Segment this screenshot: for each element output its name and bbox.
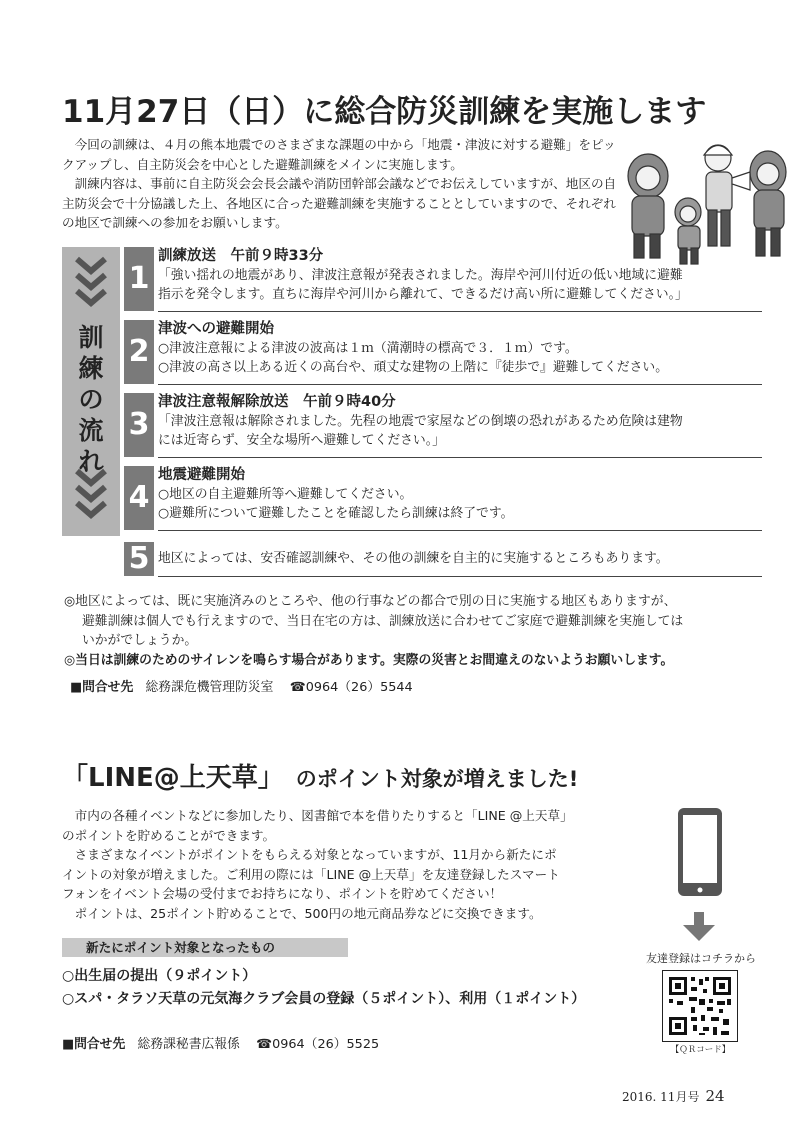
step-heading: 津波注意報解除放送 午前９時40分 [158,394,396,410]
flow-step [124,466,762,530]
intro-paragraph: 今回の訓練は、４月の熊本地震でのさまざまな課題の中から「地震・津波に対する避難」をピックアップし、自主防災会を中心とした避難訓練をメインに実施します。 [62,137,616,172]
note-line: ◎地区によっては、既に実施済みのところや、他の行事などの都合で別の日に実施する地区もありますが、 [64,594,677,609]
evacuee-figure [750,151,786,256]
step-number: 4 [124,466,154,530]
new-items-list [62,965,585,1011]
evacuee-figure [628,154,668,258]
line-title-sub: のポイント対象が増えました! [295,767,579,791]
flow-step [124,247,762,311]
issue-label: 2016. 11月号 [622,1090,700,1104]
contact-dept: 総務課秘書広報係 [137,1037,240,1052]
step-text: 「津波注意報は解除されました。先程の地震で家屋などの倒壊の恐れがあるため危険は建物 [158,414,683,429]
drill-intro [62,135,627,233]
step-heading: 津波への避難開始 [158,321,274,337]
line-title [62,757,578,794]
step-number: 2 [124,320,154,384]
body-line: のポイントを貯めることができます。 [62,827,276,843]
body-line: フォンをイベント会場の受付までお持ちになり、ポイントを貯めてください！ [62,886,503,902]
flow-step [124,393,762,457]
note-line: 避難訓練は個人でも行えますので、当日在宅の方は、訓練放送に合わせてご家庭で避難訓練を実施しては [82,613,684,629]
step-text: 「強い揺れの地震があり、津波注意報が発表されました。海岸や河川付近の低い地域に避難 [158,268,683,283]
body-line: ポイントは、25ポイント貯めることで、500円の地元商品券などに交換できます。 [74,905,542,921]
step-number: 5 [124,542,154,576]
chevron-down-icon [69,467,113,527]
step-heading: 地震避難開始 [158,467,245,483]
intro-paragraph: 訓練内容は、事前に自主防災会会長会議や消防団幹部会議などでお伝えしていますが、地区の自主防災会で十分協議した上、各地区に合った避難訓練を実施することとしていますので、それぞれの地区で訓練への参加をお願いします。 [62,176,617,231]
leader-figure [704,145,750,246]
step-text: 指示を発令します。直ちに海岸や河川から離れて、できるだけ高い所に避難してください。」 [158,287,688,302]
drill-notes [64,592,764,670]
line-body [62,806,637,924]
qr-caption: 【ＱＲコード】 [670,1045,731,1055]
page-footer [622,1087,725,1105]
step-text: ○避難所について避難したことを確認したら訓練は終了です。 [158,506,514,521]
note-line: ◎当日は訓練のためのサイレンを鳴らす場合があります。実際の災害とお間違えのないようお願いします。 [64,652,674,668]
step-text: ○津波の高さ以上ある近くの高台や、頑丈な建物の上階に『徒歩で』避難してください。 [158,360,668,375]
step-text: ○津波注意報による津波の波高は１ｍ（満潮時の標高で３．１ｍ）です。 [158,341,578,356]
arrow-down-icon [681,912,717,942]
step-number: 1 [124,247,154,311]
smartphone-icon [676,806,724,898]
body-line: 市内の各種イベントなどに参加したり、図書館で本を借りたりすると「LINE @上天草」 [74,808,573,823]
step-text: 地区によっては、安否確認訓練や、その他の訓練を自主的に実施するところもあります。 [158,551,669,566]
contact-tel: ☎0964（26）5525 [256,1037,380,1052]
line-contact [62,1033,379,1052]
flow-sidebar [62,247,120,536]
drill-title: 11月27日（日）に総合防災訓練を実施します [62,94,707,130]
list-item: ○スパ・タラソ天草の元気海クラブ会員の登録（５ポイント）、利用（１ポイント） [62,991,586,1007]
note-line: いかがでしょうか。 [82,633,198,648]
qr-code-icon [663,971,737,1041]
qr-code[interactable] [662,970,738,1042]
contact-dept: 総務課危機管理防災室 [145,680,274,695]
flow-step [124,542,762,576]
chevron-down-icon [69,255,113,315]
list-item: ○出生届の提出（９ポイント） [62,968,257,984]
contact-label: ■問合せ先 [62,1037,126,1052]
flow-label: 訓 練 の 流 れ [78,323,104,476]
step-text: ○地区の自主避難所等へ避難してください。 [158,487,413,502]
body-line: イントの対象が増えました。ご利用の際には「LINE @上天草」を友達登録したスマート [62,866,560,882]
step-text: には近寄らず、安全な場所へ避難してください。」 [158,433,445,448]
new-items-heading: 新たにポイント対象となったもの [62,938,348,957]
flow-step [124,320,762,384]
contact-tel: ☎0964（26）5544 [289,680,413,695]
step-number: 3 [124,393,154,457]
step-heading: 訓練放送 午前９時33分 [158,248,324,264]
contact-label: ■問合せ先 [70,680,134,695]
page-number: 24 [705,1087,725,1105]
line-title-main: 「LINE@上天草」 [62,763,284,793]
qr-label: 友達登録はコチラから [646,952,756,965]
drill-contact [70,676,413,695]
body-line: さまざまなイベントがポイントをもらえる対象となっていますが、11月から新たにポ [74,847,557,863]
